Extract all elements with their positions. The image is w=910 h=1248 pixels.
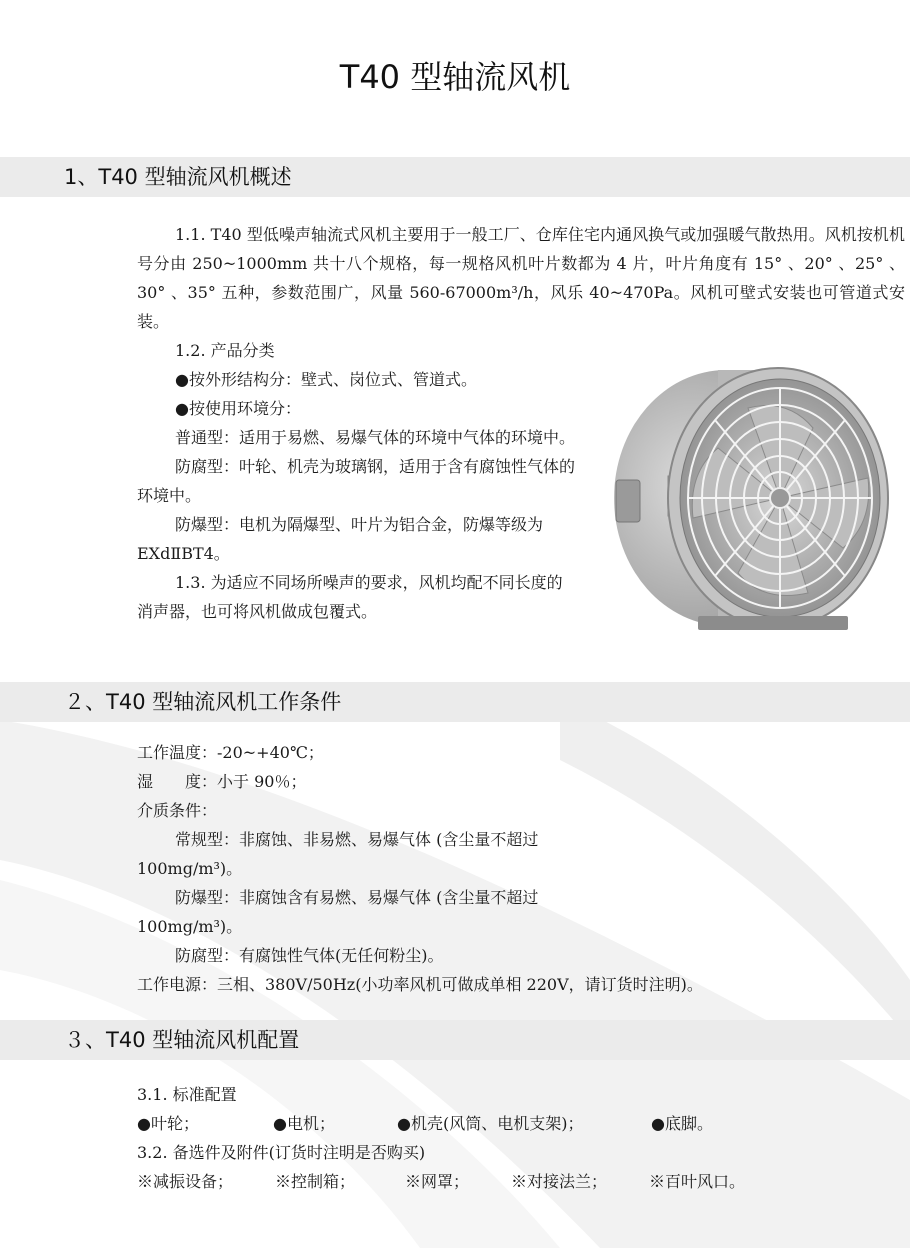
- list-item: ●电机；: [273, 1114, 335, 1133]
- list-item: ※对接法兰；: [511, 1172, 608, 1191]
- section-heading: ３、T40 型轴流风机配置: [64, 1028, 300, 1052]
- conditions-body: [137, 738, 897, 999]
- standard-config-label: 3.1. 标准配置: [137, 1085, 237, 1104]
- line: 工作电源：三相、380V/50Hz(小功率风机可做成单相 220V，请订货时注明)。: [137, 975, 703, 994]
- paragraph: 防腐型：叶轮、机壳为玻璃钢，适用于含有腐蚀性气体的环境中。: [137, 457, 576, 505]
- line: 湿 度：小于 90％；: [137, 772, 307, 791]
- line: 防爆型：非腐蚀含有易燃、易爆气体 (含尘量不超过: [175, 888, 539, 907]
- axial-fan-image: [598, 348, 910, 648]
- optional-config-label: 3.2. 备选件及附件(订货时注明是否购买): [137, 1143, 426, 1162]
- list-item: ※百叶风口。: [649, 1172, 746, 1191]
- overview-intro: [137, 220, 905, 336]
- paragraph: 1.3. 为适应不同场所噪声的要求，风机均配不同长度的消声器，也可将风机做成包覆式。: [137, 573, 563, 621]
- line: 防腐型：有腐蚀性气体(无任何粉尘)。: [175, 946, 444, 965]
- line: 100mg/m³)。: [137, 859, 243, 878]
- list-item: ※网罩；: [405, 1172, 470, 1191]
- section-header-overview: [0, 157, 910, 197]
- paragraph: 1.2. 产品分类: [175, 341, 275, 360]
- configuration-body: [137, 1080, 897, 1196]
- list-item: ●机壳(风筒、电机支架)；: [397, 1114, 584, 1133]
- section-heading: ２、T40 型轴流风机工作条件: [64, 690, 342, 714]
- overview-classification: [137, 336, 577, 626]
- line: 介质条件：: [137, 801, 218, 820]
- section-header-configuration: [0, 1020, 910, 1060]
- standard-config-list: [137, 1109, 897, 1138]
- section-heading: 1、T40 型轴流风机概述: [64, 165, 292, 189]
- paragraph: 1.1. T40 型低噪声轴流式风机主要用于一般工厂、仓库住宅内通风换气或加强暖气散热用。风机按机机号分由 250~1000mm 共十八个规格，每一规格风机叶片数都为 4 片，叶片角度有 15° 、20° 、25° 、30° 、35° 五种，参数范围广，风量 560-67000m³/h，风乐 40~470Pa。风机可壁式安装也可管道式安装。: [137, 225, 905, 331]
- paragraph: 防爆型：电机为隔爆型、叶片为铝合金，防爆等级为 EXdⅡBT4。: [137, 515, 544, 563]
- paragraph: 普通型：适用于易燃、易爆气体的环境中气体的环境中。: [175, 428, 576, 447]
- paragraph: ●按使用环境分：: [175, 399, 301, 418]
- line: 常规型：非腐蚀、非易燃、易爆气体 (含尘量不超过: [175, 830, 539, 849]
- paragraph: ●按外形结构分：壁式、岗位式、管道式。: [175, 370, 477, 389]
- section-header-conditions: [0, 682, 910, 722]
- list-item: ※控制箱；: [275, 1172, 356, 1191]
- optional-config-list: [137, 1167, 897, 1196]
- line: 工作温度：-20~+40℃；: [137, 743, 324, 762]
- list-item: ※减振设备；: [137, 1172, 234, 1191]
- page-title: T40 型轴流风机: [339, 58, 571, 96]
- list-item: ●叶轮；: [137, 1114, 199, 1133]
- list-item: ●底脚。: [651, 1114, 713, 1133]
- line: 100mg/m³)。: [137, 917, 243, 936]
